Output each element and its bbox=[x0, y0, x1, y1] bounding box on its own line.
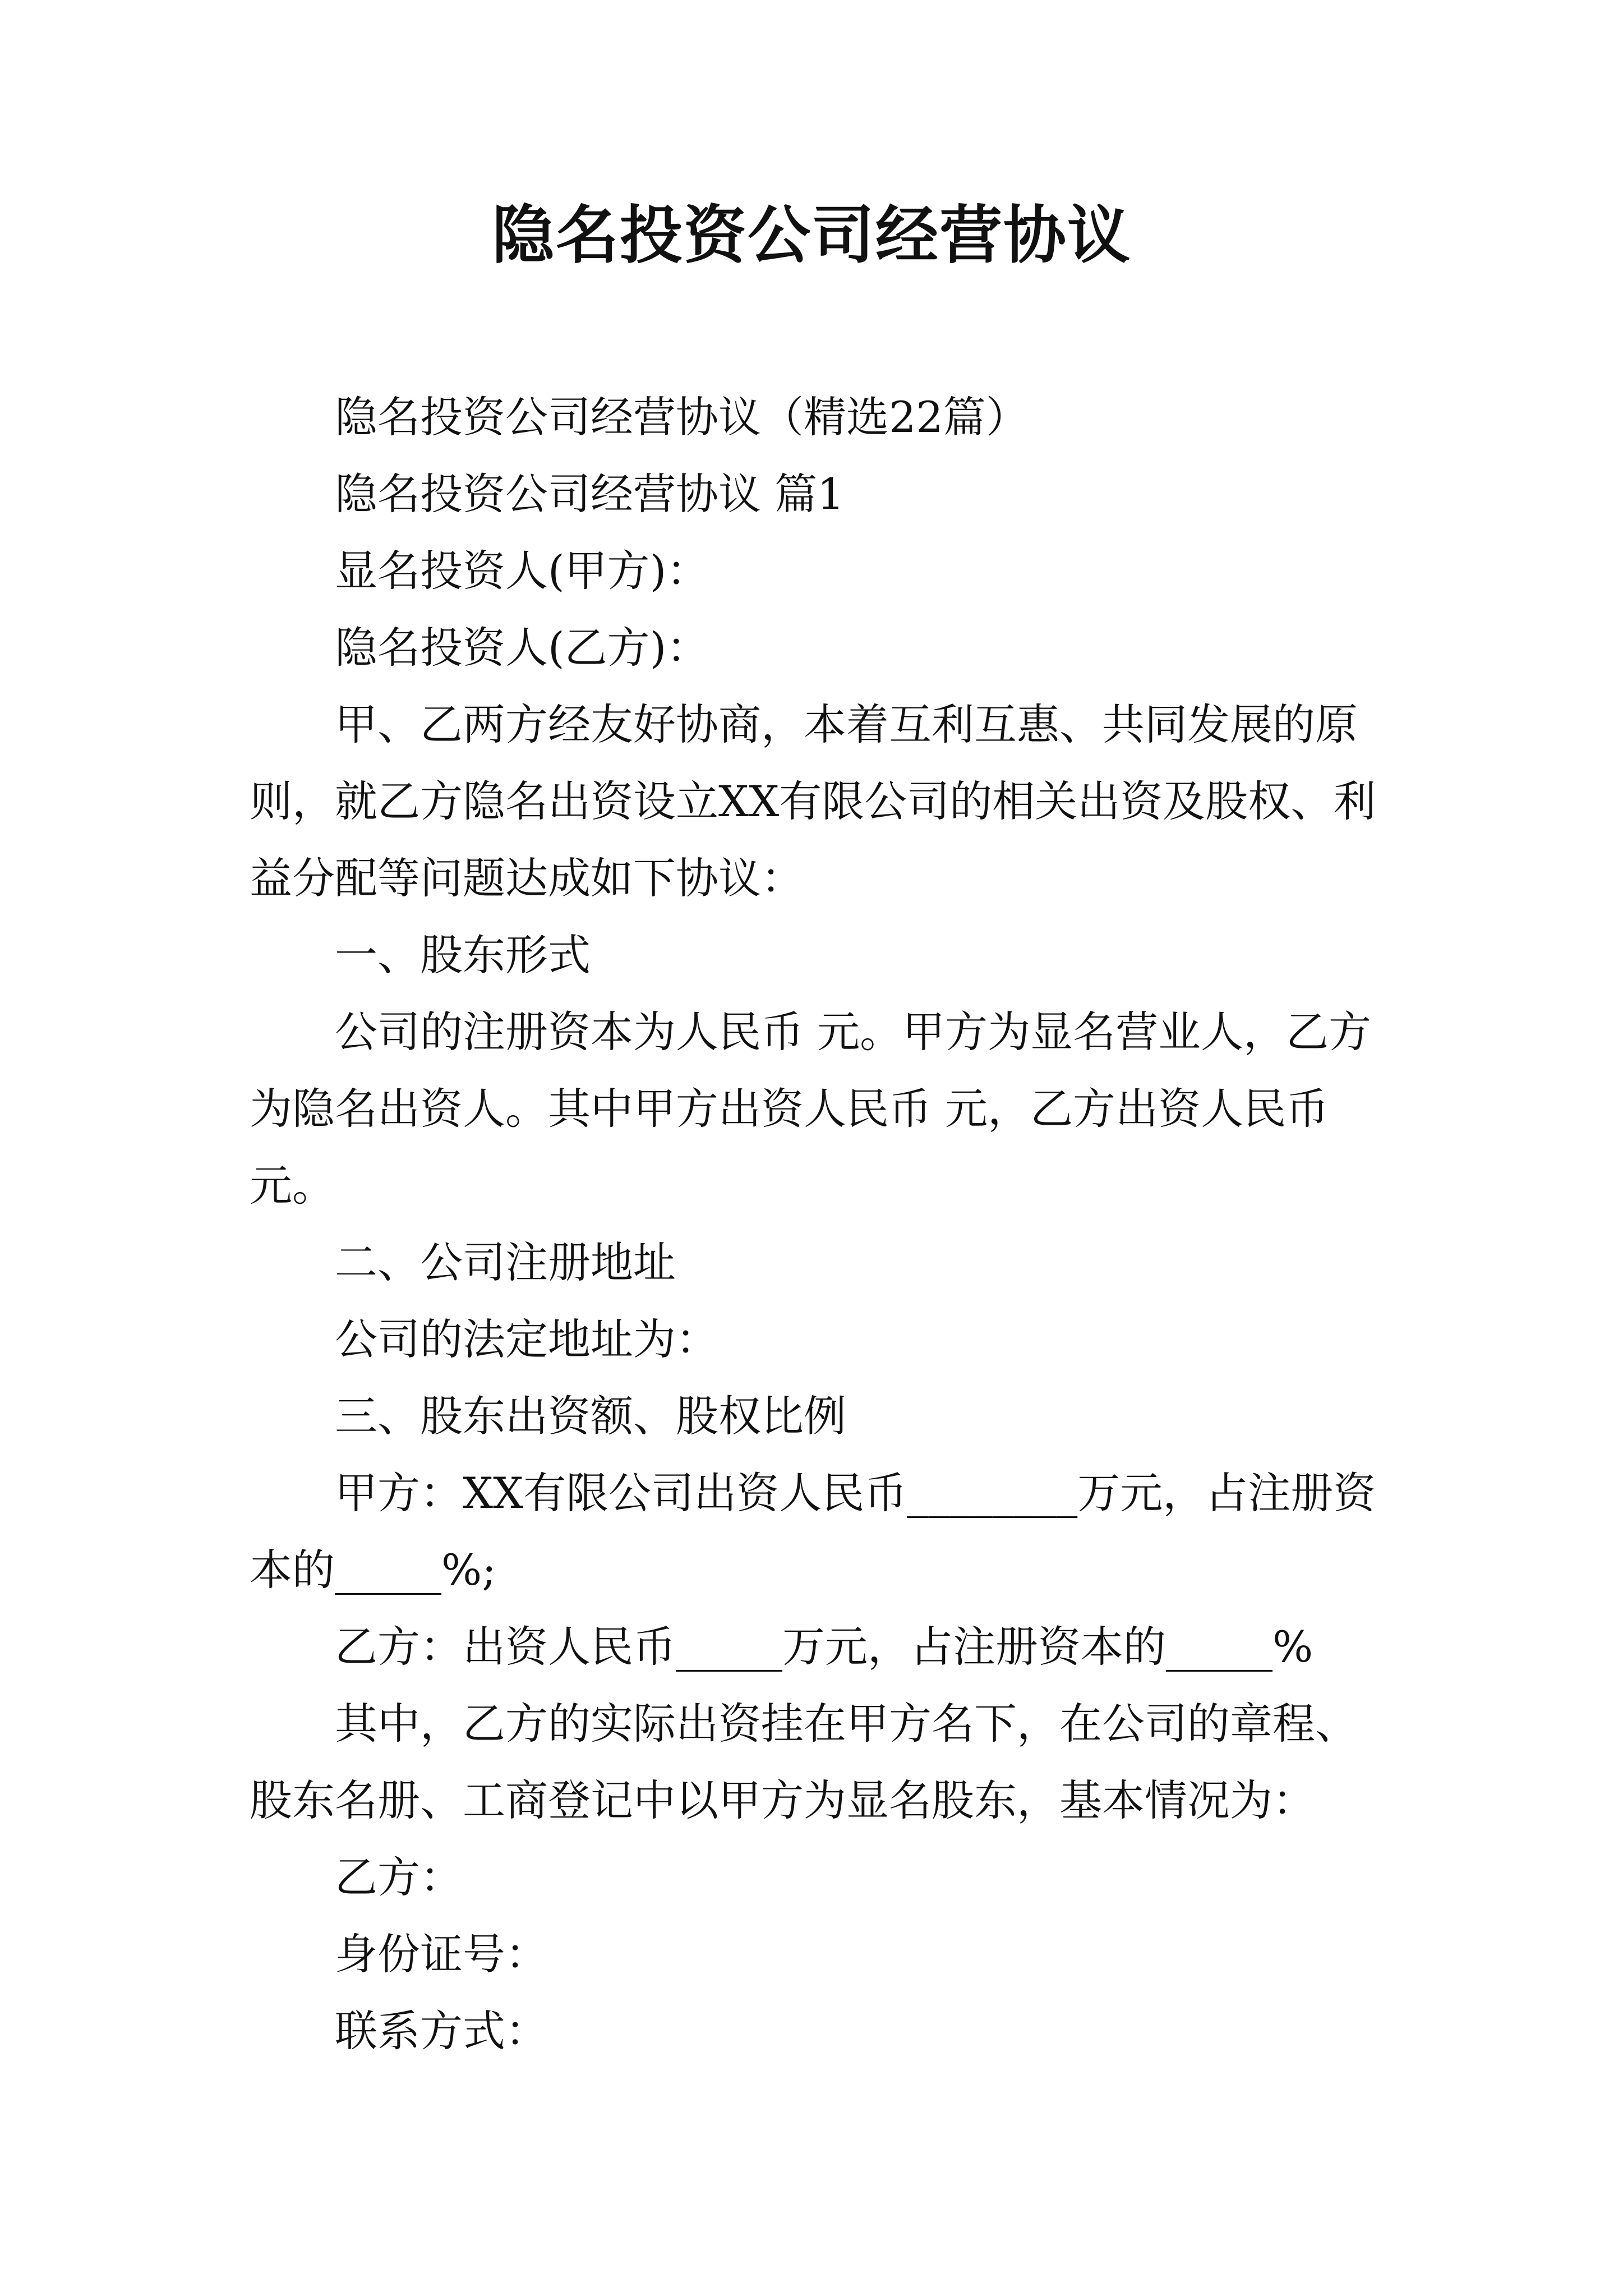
paragraph-chapter-heading: 隐名投资公司经营协议 篇1 bbox=[335, 469, 845, 519]
paragraph-party-b: 隐名投资人(乙方)： bbox=[335, 623, 709, 673]
document-body bbox=[250, 379, 1394, 2069]
paragraph-legal-address: 公司的法定地址为： bbox=[335, 1314, 718, 1364]
paragraph-subtitle: 隐名投资公司经营协议（精选22篇） bbox=[335, 392, 1029, 442]
paragraph-preamble: 甲、乙两方经友好协商，本着互利互惠、共同发展的原则，就乙方隐名出资设立XX有限公司的相关出资及股权、利益分配等问题达成如下协议： bbox=[250, 700, 1376, 903]
paragraph-id-number: 身份证号： bbox=[335, 1929, 548, 1979]
paragraph-party-b-contribution: 乙方：出资人民币_____万元，占注册资本的_____% bbox=[335, 1622, 1313, 1672]
paragraph-party-a: 显名投资人(甲方)： bbox=[335, 546, 709, 596]
paragraph-nominee-arrangement: 其中，乙方的实际出资挂在甲方名下，在公司的章程、股东名册、工商登记中以甲方为显名股东，基本情况为： bbox=[250, 1699, 1358, 1825]
paragraph-party-b-name: 乙方： bbox=[335, 1852, 463, 1902]
section-heading-3: 三、股东出资额、股权比例 bbox=[335, 1391, 846, 1441]
section-heading-2: 二、公司注册地址 bbox=[335, 1237, 676, 1287]
document-title: 隐名投资公司经营协议 bbox=[492, 199, 1131, 272]
paragraph-party-a-contribution: 甲方：XX有限公司出资人民币________万元，占注册资本的_____%; bbox=[250, 1468, 1376, 1595]
paragraph-registered-capital: 公司的注册资本为人民币 元。甲方为显名营业人，乙方为隐名出资人。其中甲方出资人民币 元，乙方出资人民币 元。 bbox=[250, 1007, 1372, 1211]
paragraph-contact: 联系方式： bbox=[335, 2006, 548, 2056]
section-heading-1: 一、股东形式 bbox=[335, 930, 591, 980]
